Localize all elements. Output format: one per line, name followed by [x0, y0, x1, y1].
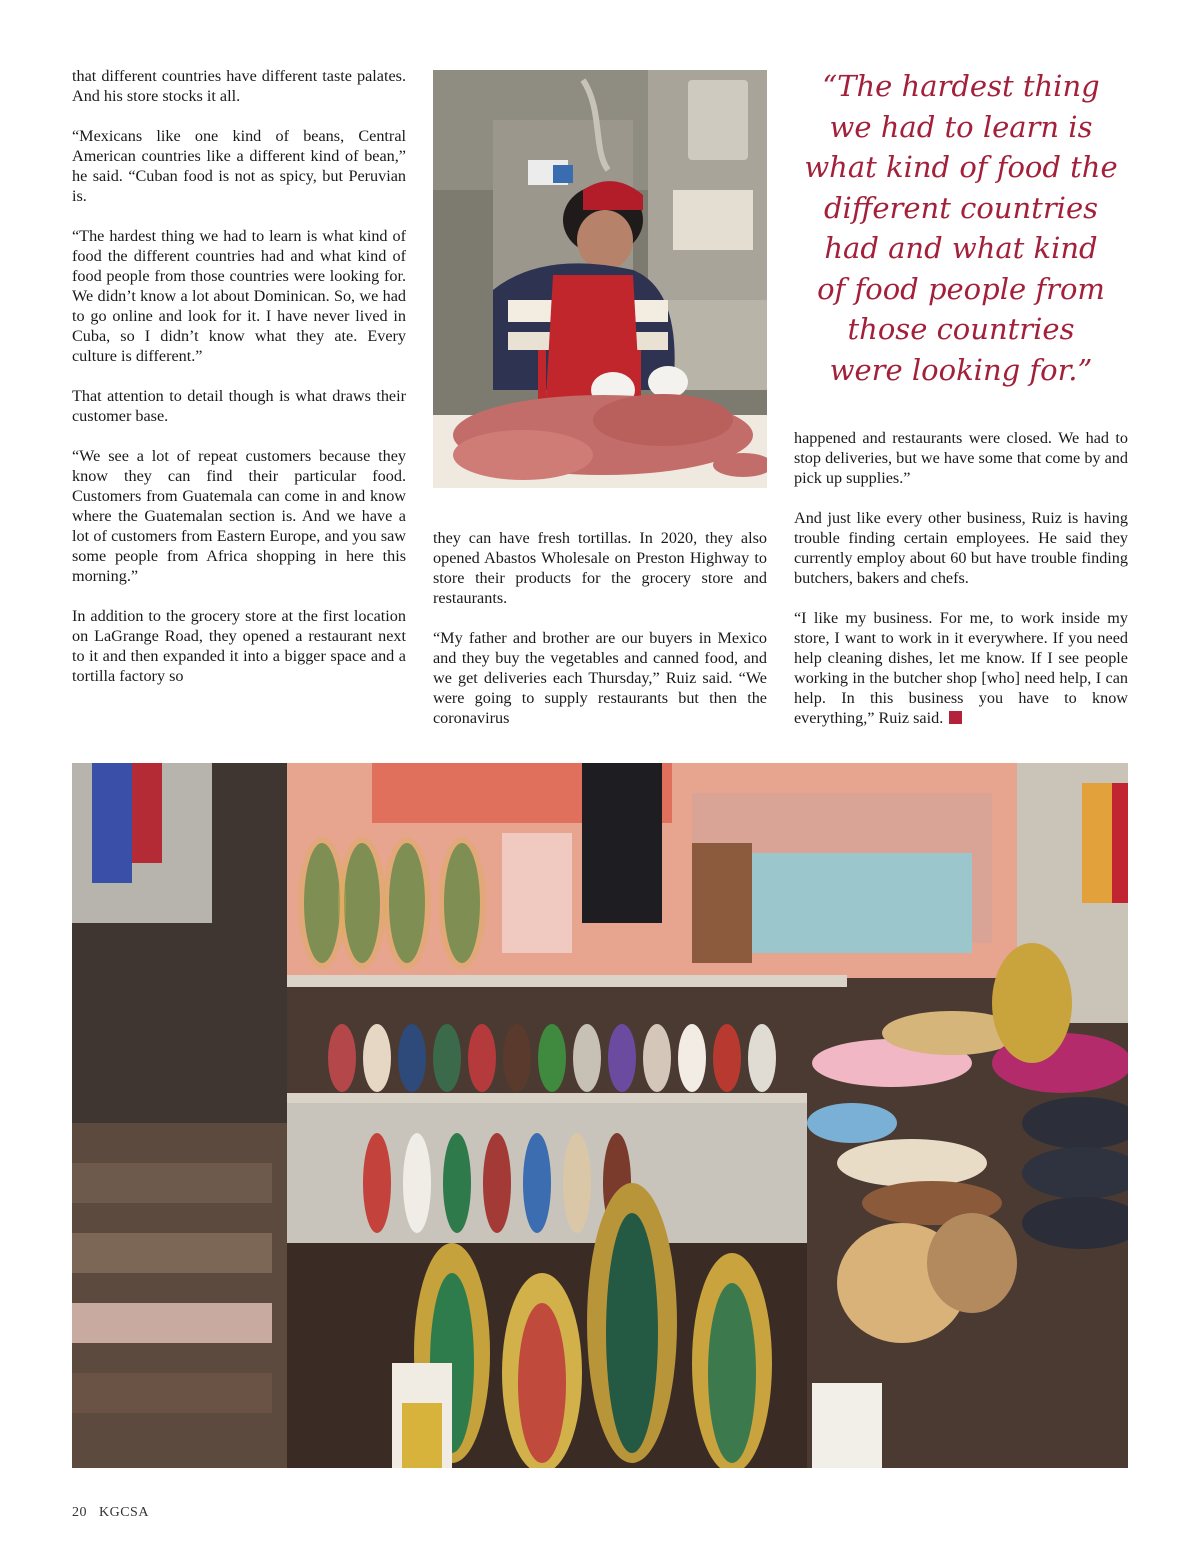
article-column-right	[794, 428, 1128, 728]
pull-quote-line: we had to learn is	[829, 109, 1093, 144]
page-number: 20	[72, 1505, 87, 1520]
paragraph: that different countries have different taste palates. And his store stocks it all.	[72, 67, 406, 105]
paragraph: they can have fresh tortillas. In 2020, they also opened Abastos Wholesale on Preston Highway to store their products for the grocery store and restaurants.	[433, 529, 767, 607]
article-column-middle	[433, 528, 767, 728]
article-column-left	[72, 66, 406, 686]
pull-quote-line: different countries	[823, 190, 1098, 225]
paragraph: That attention to detail though is what draws their customer base.	[72, 387, 406, 425]
pull-quote-line: those countries	[847, 312, 1075, 346]
paragraph: “Mexicans like one kind of beans, Central American countries like a different kind of bean,” he said. “Cuban food is not as spicy, but Peruvian is.	[72, 127, 406, 205]
paragraph: In addition to the grocery store at the first location on LaGrange Road, they opened a restaurant next to it and then expanded it into a bigger space and a tortilla factory so	[72, 607, 406, 685]
butcher-photo	[433, 70, 767, 488]
paragraph: “We see a lot of repeat customers because they know they can find their particular food. Customers from Guatemala can come in and know where the Guatemalan section is. And we have a lot of customers from Eastern Europe, and you saw some people from Africa shopping in here this morning.”	[72, 447, 406, 585]
butcher-photo-illustration	[433, 70, 767, 488]
pull-quote-line: were looking for.”	[829, 352, 1093, 387]
paragraph: happened and restaurants were closed. We had to stop deliveries, but we have some that come by and pick up supplies.”	[794, 429, 1128, 487]
pull-quote-line: had and what kind	[824, 231, 1098, 265]
shop-photo-illustration	[72, 763, 1128, 1468]
paragraph-text: “I like my business. For me, to work inside my store, I want to work in it everywhere. If you need help cleaning dishes, let me know. If I see people working in the butcher shop [who] need help, I can help. In this business you have to know everything,” Ruiz said.	[794, 609, 1128, 727]
paragraph: “My father and brother are our buyers in Mexico and they buy the vegetables and canned food, and we get deliveries each Thursday,” Ruiz said. “We were going to supply restaurants but then the coronavirus	[433, 629, 767, 727]
paragraph: “The hardest thing we had to learn is what kind of food the different countries had and what kind of food people from those countries were looking for. We didn’t know a lot about Dominican. So, we had to go online and look for it. I have never lived in Cuba, so I didn’t know what they ate. Every culture is different.”	[72, 227, 406, 365]
pull-quote-line: of food people from	[817, 271, 1105, 306]
end-of-article-square-icon	[949, 711, 962, 724]
pull-quote-line: what kind of food the	[804, 150, 1118, 184]
paragraph-final	[794, 608, 1128, 728]
pull-quote-line: “The hardest thing	[822, 69, 1100, 103]
publication-name: KGCSA	[99, 1505, 149, 1520]
page-footer	[72, 1505, 149, 1521]
paragraph: And just like every other business, Ruiz is having trouble finding certain employees. He said they currently employ about 60 but have trouble finding butchers, bakers and chefs.	[794, 509, 1128, 587]
religious-statues-and-hats-photo	[72, 763, 1128, 1468]
pull-quote	[794, 66, 1128, 390]
